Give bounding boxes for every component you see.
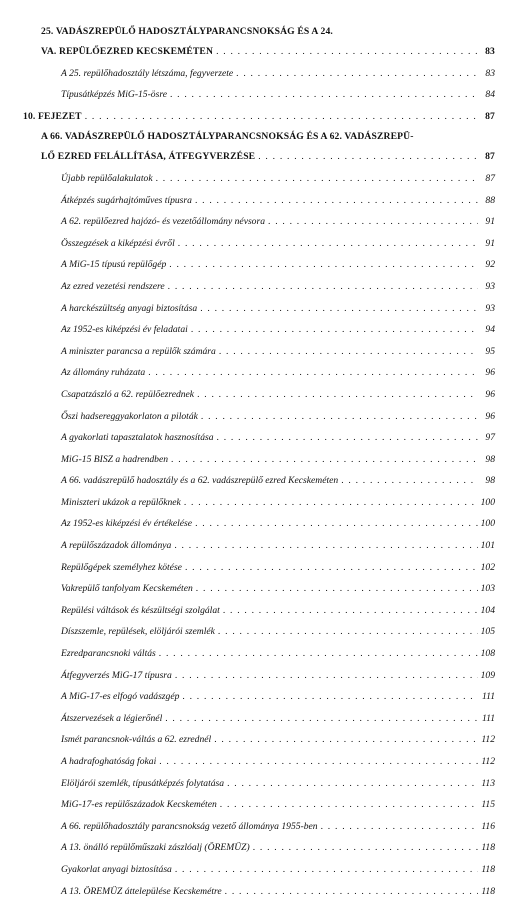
toc-entry-title: 10. FEJEZET xyxy=(23,110,82,122)
toc-entry-title: Gyakorlat anyagi biztosítása xyxy=(61,863,172,875)
toc-entry xyxy=(0,621,525,643)
toc-page-number: 87 xyxy=(485,110,495,122)
toc-entry xyxy=(0,816,525,838)
toc-entry xyxy=(0,427,525,449)
dot-leader xyxy=(218,621,478,643)
dot-leader xyxy=(191,319,478,341)
toc-page-number: 118 xyxy=(481,885,495,897)
toc-page-number: 96 xyxy=(485,410,495,422)
toc-entry xyxy=(0,470,525,492)
dot-leader xyxy=(197,384,478,406)
dot-leader xyxy=(148,362,478,384)
toc-entry-title: Az 1952-es kiképzési év értékelése xyxy=(61,518,193,530)
toc-entry-title: A MiG-15 típusú repülőgép xyxy=(61,259,167,271)
toc-entry-title: Átképzés sugárhajtóműves típusra xyxy=(61,194,192,206)
toc-entry xyxy=(0,600,525,622)
toc-entry-title: A hadrafoghatóság fokai xyxy=(61,756,157,767)
toc-page-number: 118 xyxy=(481,842,495,854)
toc-page-number: 91 xyxy=(485,216,495,228)
toc-entry xyxy=(0,794,525,816)
dot-leader xyxy=(170,84,478,106)
toc-page-number: 96 xyxy=(485,367,495,379)
dot-leader xyxy=(195,190,478,212)
toc-entry xyxy=(0,643,525,665)
toc-heading xyxy=(0,41,525,63)
toc-entry xyxy=(0,708,525,730)
toc-page-number: 95 xyxy=(485,345,495,357)
toc-entry-title: Az állomány ruházata xyxy=(61,367,146,379)
toc-entry-title: Ismét parancsnok-váltás a 62. ezrednél xyxy=(61,734,212,746)
toc-heading xyxy=(0,106,525,128)
toc-page-number: 94 xyxy=(485,324,495,336)
dot-leader xyxy=(223,600,478,622)
toc-entry xyxy=(0,254,525,276)
toc-entry-title: Ezredparancsnoki váltás xyxy=(61,648,156,660)
toc-page-number: 109 xyxy=(480,669,495,681)
toc-page-number: 97 xyxy=(485,432,495,444)
toc-page-number: 105 xyxy=(480,626,495,638)
toc-entry xyxy=(0,665,525,687)
toc-page-number: 118 xyxy=(481,863,495,875)
toc-page-number: 100 xyxy=(480,518,495,530)
toc-entry-title: A miniszter parancsa a repülők számára xyxy=(61,345,216,357)
dot-leader xyxy=(178,233,478,255)
toc-entry-title: Repülési váltások és készültségi szolgálat xyxy=(61,604,220,616)
dot-leader xyxy=(236,63,478,85)
toc-entry xyxy=(0,168,525,190)
dot-leader xyxy=(216,41,478,63)
dot-leader xyxy=(171,449,478,471)
toc-page-number: 84 xyxy=(485,89,495,101)
toc-page-number: 93 xyxy=(485,280,495,292)
toc-entry xyxy=(0,63,525,85)
toc-entry-title: LŐ EZRED FELÁLLÍTÁSA, ÁTFEGYVERZÉSE xyxy=(41,151,256,163)
toc-entry xyxy=(0,881,525,902)
toc-entry-title: VA. REPÜLŐEZRED KECSKEMÉTEN xyxy=(41,46,214,57)
toc-entry-title: Miniszteri ukázok a repülőknek xyxy=(61,496,181,508)
toc-page-number: 101 xyxy=(480,540,495,552)
dot-leader xyxy=(174,535,477,557)
toc-entry-title: Összegzések a kiképzési évről xyxy=(61,237,175,249)
dot-leader xyxy=(217,427,478,449)
dot-leader xyxy=(219,341,478,363)
toc-heading xyxy=(0,22,525,41)
dot-leader xyxy=(168,276,478,298)
dot-leader xyxy=(225,881,478,902)
dot-leader xyxy=(220,794,478,816)
toc-page-number: 96 xyxy=(485,388,495,400)
toc-entry xyxy=(0,276,525,298)
toc-entry xyxy=(0,557,525,579)
dot-leader xyxy=(253,837,478,859)
toc-entry-title: Az ezred vezetési rendszere xyxy=(61,280,165,292)
toc-entry-title: A gyakorlati tapasztalatok hasznosítása xyxy=(61,432,214,444)
toc-entry-title: Elöljárói szemlék, típusátképzés folytatása xyxy=(61,777,225,789)
dot-leader xyxy=(159,751,478,773)
toc-entry-title: Csapatzászló a 62. repülőezrednek xyxy=(61,388,195,400)
toc-heading xyxy=(0,127,525,146)
toc-entry xyxy=(0,211,525,233)
toc-entry xyxy=(0,773,525,795)
toc-entry-title: Őszi hadsereggyakorlaton a piloták xyxy=(61,410,198,422)
toc-page-number: 93 xyxy=(485,302,495,314)
dot-leader xyxy=(201,406,478,428)
toc-page-number: 92 xyxy=(485,259,495,271)
toc-entry-title: A 25. repülőhadosztály létszáma, fegyverzete xyxy=(61,67,234,79)
dot-leader xyxy=(159,643,478,665)
toc-entry xyxy=(0,751,525,773)
dot-leader xyxy=(165,708,478,730)
toc-entry xyxy=(0,341,525,363)
toc-entry xyxy=(0,384,525,406)
dot-leader xyxy=(196,578,478,600)
toc-page-number: 83 xyxy=(485,67,495,79)
toc-page-number: 100 xyxy=(480,496,495,508)
toc-page-number: 103 xyxy=(480,583,495,595)
toc-entry-title: MiG-15 BISZ a hadrendben xyxy=(61,453,169,465)
toc-page-number: 116 xyxy=(481,820,495,832)
toc-entry xyxy=(0,362,525,384)
toc-entry-title: A MiG-17-es elfogó vadászgép xyxy=(61,691,180,703)
dot-leader xyxy=(195,513,478,535)
toc-page-number: 115 xyxy=(481,799,495,811)
toc-entry-title: A 13. ÖREMÜZ áttelepülése Kecskemétre xyxy=(61,885,222,897)
toc-entry xyxy=(0,513,525,535)
toc-entry-title: Típusátképzés MiG-15-ösre xyxy=(61,89,167,101)
dot-leader xyxy=(200,298,478,320)
toc-entry xyxy=(0,492,525,514)
toc-entry xyxy=(0,837,525,859)
toc-entry-title: A 66. repülőhadosztály parancsnokság vezető állománya 1955-ben xyxy=(61,820,318,832)
dot-leader xyxy=(258,146,478,168)
toc-page-number: 91 xyxy=(485,237,495,249)
toc-page-number: 111 xyxy=(482,691,495,703)
toc-entry xyxy=(0,190,525,212)
toc-entry xyxy=(0,535,525,557)
dot-leader xyxy=(182,686,478,708)
toc-entry xyxy=(0,859,525,881)
dot-leader xyxy=(268,211,478,233)
dot-leader xyxy=(175,859,478,881)
toc-page-number: 87 xyxy=(485,172,495,184)
dot-leader xyxy=(156,168,478,190)
dot-leader xyxy=(169,254,478,276)
toc-page-number: 112 xyxy=(481,734,495,746)
toc-page-number: 98 xyxy=(485,453,495,465)
dot-leader xyxy=(175,665,478,687)
toc-page-number: 104 xyxy=(480,604,495,616)
toc-entry-title: Repülőgépek személyhez kötése xyxy=(61,561,182,573)
toc-entry-title: Vakrepülő tanfolyam Kecskeméten xyxy=(61,583,193,595)
toc-entry-title: Újabb repülőalakulatok xyxy=(61,172,153,184)
toc-entry xyxy=(0,578,525,600)
toc-entry-title: A 66. VADÁSZREPÜLŐ HADOSZTÁLYPARANCSNOKSÁG ÉS A 62. VADÁSZREPÜ- xyxy=(41,131,414,143)
toc-entry-title: Átszervezések a légierőnél xyxy=(61,712,163,724)
toc-entry xyxy=(0,449,525,471)
toc-page-number: 87 xyxy=(485,151,495,163)
toc-entry-title: Díszszemle, repülések, elöljárói szemlék xyxy=(61,626,215,638)
toc-page-number: 102 xyxy=(480,561,495,573)
toc-entry-title: MiG-17-es repülőszázadok Kecskeméten xyxy=(61,799,217,811)
dot-leader xyxy=(227,773,478,795)
dot-leader xyxy=(184,492,478,514)
toc-page-number: 98 xyxy=(485,475,495,487)
toc-entry-title: A 13. önálló repülőműszaki zászlóalj (ÖREMÜZ) xyxy=(61,842,250,854)
toc-entry xyxy=(0,686,525,708)
toc-page-number: 113 xyxy=(481,777,495,789)
toc-page-number: 108 xyxy=(480,648,495,660)
toc-entry xyxy=(0,233,525,255)
toc-entry xyxy=(0,298,525,320)
toc-page-number: 88 xyxy=(485,194,495,206)
toc-heading xyxy=(0,146,525,168)
dot-leader xyxy=(341,470,478,492)
dot-leader xyxy=(321,816,478,838)
toc-entry xyxy=(0,729,525,751)
toc-page-number: 112 xyxy=(481,756,495,767)
toc-entry xyxy=(0,319,525,341)
toc-entry-title: A 62. repülőezred hajózó- és vezetőállomány névsora xyxy=(61,216,266,228)
toc-entry-title: Átfegyverzés MiG-17 típusra xyxy=(61,669,172,681)
toc-page-number: 83 xyxy=(485,46,495,57)
dot-leader xyxy=(185,557,478,579)
toc-entry-title: 25. VADÁSZREPÜLŐ HADOSZTÁLYPARANCSNOKSÁG ÉS A 24. xyxy=(41,26,333,37)
toc-entry xyxy=(0,84,525,106)
table-of-contents xyxy=(0,22,525,902)
toc-entry-title: A repülőszázadok állománya xyxy=(61,540,172,552)
dot-leader xyxy=(214,729,478,751)
toc-entry xyxy=(0,406,525,428)
dot-leader xyxy=(85,106,478,128)
toc-entry-title: A harckészültség anyagi biztosítása xyxy=(61,302,198,314)
toc-page-number: 111 xyxy=(482,712,495,724)
toc-entry-title: Az 1952-es kiképzési év feladatai xyxy=(61,324,188,336)
toc-entry-title: A 66. vadászrepülő hadosztály és a 62. vadászrepülő ezred Kecskeméten xyxy=(61,475,339,487)
